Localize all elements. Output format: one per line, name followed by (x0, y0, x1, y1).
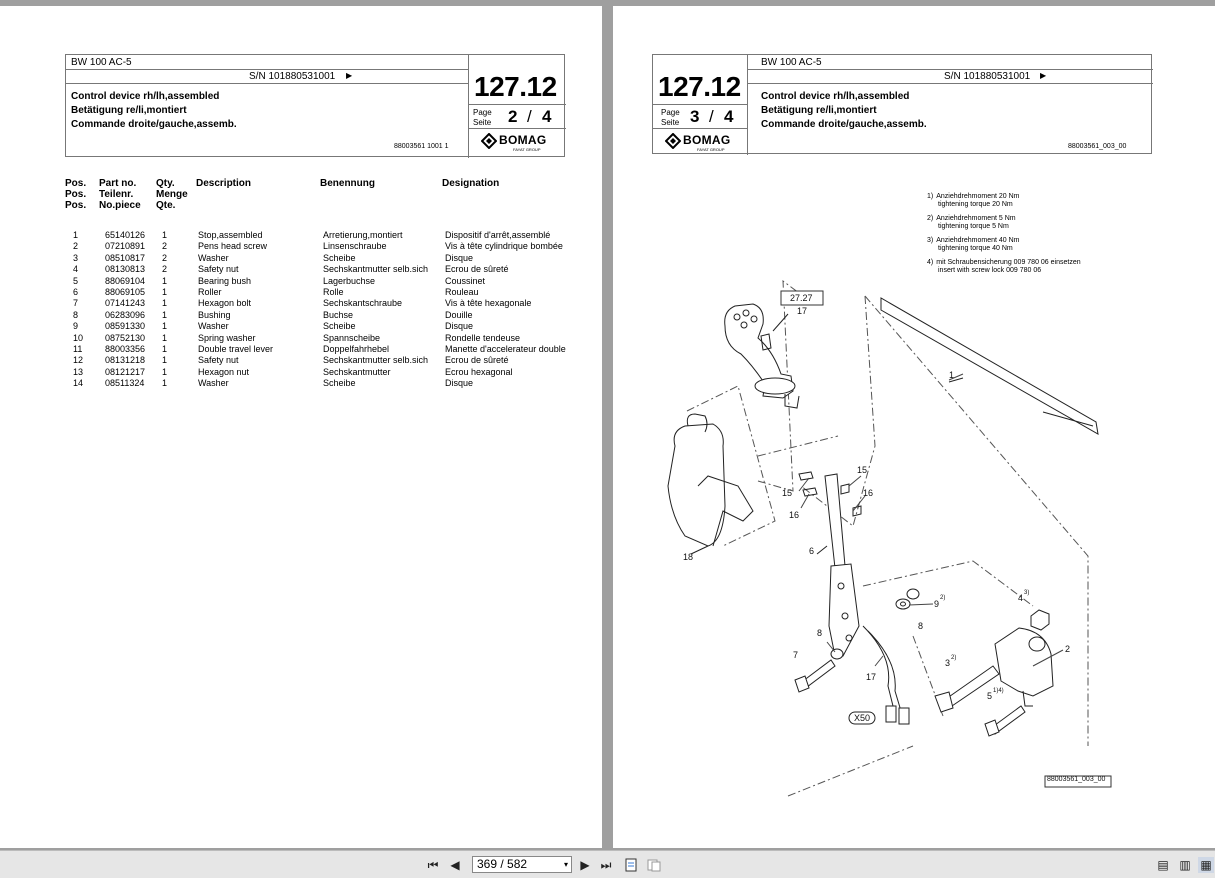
note-line-de: Anziehdrehmoment 20 Nm (936, 193, 1020, 200)
row-benennung: Arretierung,montiert (323, 230, 403, 240)
row-pos: 1 (73, 230, 79, 240)
row-qty: 1 (162, 355, 168, 366)
callout-6: 6 (809, 546, 815, 556)
callout-16-left: 16 (789, 510, 800, 520)
col-header-pos: Pos. Pos. Pos. (65, 178, 87, 211)
row-pos: 4 (73, 264, 79, 275)
row-benennung: Linsenschraube (323, 241, 387, 252)
row-description: Bearing bush (198, 275, 252, 286)
row-benennung: Lagerbuchse (323, 275, 376, 286)
row-part-number: 08130813 (105, 264, 146, 275)
row-benennung: Scheibe (323, 321, 356, 332)
row-designation: Vis à tête hexagonale (445, 298, 532, 309)
row-designation: Manette d'accelerateur double (445, 344, 566, 354)
row-part-number: 88069105 (105, 287, 146, 297)
row-benennung: Sechskantmutter selb.sich (323, 264, 429, 275)
page-number-select[interactable] (472, 856, 572, 873)
row-description: Hexagon bolt (198, 298, 252, 309)
bomag-diamond-icon (665, 133, 681, 149)
group-number: 127.12 (474, 71, 557, 102)
note-line-en: tightening torque 20 Nm (938, 201, 1013, 208)
row-part-number: 08511324 (105, 378, 145, 389)
callout-8-left: 8 (817, 628, 823, 638)
row-benennung: Sechskantschraube (323, 298, 403, 309)
row-qty: 2 (162, 241, 168, 252)
row-designation: Vis à tête cylindrique bombée (445, 241, 563, 252)
callout-18: 18 (683, 552, 694, 562)
note-line-en: tightening torque 40 Nm (938, 245, 1013, 252)
row-benennung: Doppelfahrhebel (323, 344, 390, 354)
callout-9: 9 (934, 599, 940, 609)
row-pos: 14 (73, 378, 84, 389)
callout-16-right: 16 (863, 488, 874, 498)
note-number: 3) (927, 237, 934, 244)
row-qty: 1 (162, 275, 168, 286)
seite-label: Seite (473, 118, 492, 127)
left-title-block: BW 100 AC-5 S/N 101880531001 ▶ Control device rh/lh,assembled Betätigung re/li,montiert Commande droite/gauche,assemb. 88003561 1001 1 127.12 Page Seite 2 / 4 BOMAG FAYAT GROUP (65, 54, 565, 157)
col-header-part: Part no. Teilenr. No.piece (99, 178, 141, 211)
page-total: 4 (542, 107, 552, 126)
note-number: 1) (927, 193, 934, 200)
drawing-id: 88003561_003_00 (1047, 776, 1106, 783)
row-pos: 12 (73, 355, 84, 366)
col-header-designation: Designation (442, 178, 500, 189)
row-pos: 3 (73, 252, 79, 263)
title-en: Control device rh/lh,assembled (71, 91, 220, 102)
row-designation: Ecrou de sûreté (445, 355, 509, 366)
col-header-qty: Qty. Menge Qte. (156, 178, 188, 211)
row-designation: Douille (445, 309, 473, 320)
title-fr: Commande droite/gauche,assemb. (761, 119, 927, 130)
row-pos: 6 (73, 287, 79, 297)
seite-label: Seite (661, 118, 680, 127)
group-number: 127.12 (658, 71, 741, 102)
note-number: 4) (927, 259, 934, 266)
row-qty: 1 (162, 230, 168, 240)
row-description: Double travel lever (198, 344, 274, 354)
row-designation: Disque (445, 321, 474, 332)
title-en: Control device rh/lh,assembled (761, 91, 910, 102)
row-qty: 1 (162, 344, 168, 354)
row-pos: 10 (73, 332, 84, 343)
row-description: Hexagon nut (198, 366, 250, 377)
note-line-en: tightening torque 5 Nm (938, 223, 1009, 230)
page-total: 4 (724, 107, 734, 126)
row-pos: 13 (73, 366, 84, 377)
note-number: 2) (927, 215, 934, 222)
doc-reference: 88003561 1001 1 (394, 143, 449, 150)
row-designation: Disque (445, 378, 474, 389)
title-fr: Commande droite/gauche,assemb. (71, 119, 237, 130)
callout-17-top: 17 (797, 306, 808, 316)
row-part-number: 08131218 (105, 355, 146, 366)
fit-width-icon[interactable] (646, 857, 662, 873)
callout-3-sup: 2) (951, 655, 957, 661)
col-header-benennung: Benennung (320, 178, 375, 189)
callout-4-sup: 3) (1024, 590, 1030, 596)
row-pos: 2 (73, 241, 79, 252)
serial-number: S/N 101880531001 (249, 71, 336, 82)
page-separator: / (527, 107, 532, 126)
last-page-button[interactable]: ⏭ (600, 858, 612, 872)
row-description: Safety nut (198, 264, 239, 275)
page-label: Page (661, 108, 680, 117)
row-benennung: Sechskantmutter selb.sich (323, 355, 429, 366)
callout-5-sup: 1)4) (993, 688, 1004, 694)
row-designation: Ecrou de sûreté (445, 264, 509, 275)
row-designation: Ecrou hexagonal (445, 366, 513, 377)
first-page-button[interactable]: ⏮ (427, 858, 439, 872)
callout-8-right: 8 (918, 621, 924, 631)
row-designation: Rouleau (445, 287, 479, 297)
single-page-view-icon[interactable]: ▤ (1157, 858, 1169, 872)
row-designation: Disque (445, 252, 474, 263)
note-line-en: insert with screw lock 009 780 06 (938, 267, 1042, 274)
callout-15-left: 15 (782, 488, 793, 498)
row-qty: 1 (162, 298, 168, 309)
viewer-toolbar (0, 850, 1215, 878)
col-header-description: Description (196, 178, 252, 189)
row-designation: Rondelle tendeuse (445, 332, 521, 343)
row-benennung: Sechskantmutter (323, 366, 391, 377)
title-de: Betätigung re/li,montiert (71, 105, 187, 116)
row-part-number: 08591330 (105, 321, 146, 332)
note-line-de: Anziehdrehmoment 5 Nm (936, 215, 1016, 222)
row-qty: 1 (162, 321, 168, 332)
serial-arrow-icon: ▶ (1040, 71, 1047, 80)
row-qty: 2 (162, 252, 168, 263)
next-page-button[interactable]: ▶ (580, 858, 590, 872)
row-benennung: Buchse (323, 309, 354, 320)
page-number: 2 (508, 107, 518, 126)
row-qty: 1 (162, 287, 168, 297)
callout-2: 2 (1065, 644, 1071, 654)
row-pos: 5 (73, 275, 79, 286)
row-qty: 1 (162, 332, 168, 343)
right-document-page (613, 6, 1215, 848)
row-pos: 7 (73, 298, 79, 309)
page-separator: / (709, 107, 714, 126)
facing-view-icon[interactable]: ▦ (1198, 857, 1214, 873)
page-number: 3 (690, 107, 700, 126)
row-description: Pens head screw (198, 241, 268, 252)
row-part-number: 65140126 (105, 230, 146, 240)
page-label: Page (473, 108, 492, 117)
row-part-number: 06283096 (105, 309, 146, 320)
bomag-diamond-icon (481, 133, 497, 149)
row-description: Safety nut (198, 355, 239, 366)
row-part-number: 08510817 (105, 252, 146, 263)
row-description: Roller (198, 287, 222, 297)
row-description: Washer (198, 378, 229, 389)
row-pos: 11 (73, 344, 83, 354)
callout-7: 7 (793, 650, 799, 660)
fit-page-icon[interactable] (623, 857, 639, 873)
callout-5: 5 (987, 691, 993, 701)
callout-1: 1 (949, 370, 955, 380)
row-designation: Coussinet (445, 275, 486, 286)
row-benennung: Spannscheibe (323, 332, 381, 343)
chevron-down-icon: ▾ (563, 860, 568, 869)
model-label: BW 100 AC-5 (761, 57, 822, 68)
row-part-number: 88069104 (105, 275, 146, 286)
row-qty: 1 (162, 366, 168, 377)
callout-9-sup: 2) (940, 595, 946, 601)
row-pos: 8 (73, 309, 79, 320)
row-benennung: Scheibe (323, 252, 356, 263)
row-description: Stop,assembled (198, 230, 263, 240)
serial-number: S/N 101880531001 (944, 71, 1031, 82)
page-number-value: 369 / 582 (477, 857, 528, 871)
row-description: Spring washer (198, 332, 256, 343)
left-document-page (0, 6, 602, 848)
row-description: Bushing (198, 309, 231, 320)
row-description: Washer (198, 321, 229, 332)
callout-ref-27-27: 27.27 (790, 293, 813, 303)
callout-4: 4 (1018, 593, 1024, 603)
model-label: BW 100 AC-5 (71, 57, 132, 68)
title-de: Betätigung re/li,montiert (761, 105, 877, 116)
callout-x50: X50 (854, 713, 871, 723)
row-benennung: Scheibe (323, 378, 356, 389)
row-designation: Dispositif d'arrêt,assemblé (445, 230, 551, 240)
row-benennung: Rolle (323, 287, 344, 297)
row-pos: 9 (73, 321, 79, 332)
row-part-number: 07210891 (105, 241, 146, 252)
callout-15-right: 15 (857, 465, 868, 475)
row-part-number: 07141243 (105, 298, 146, 309)
row-qty: 1 (162, 309, 168, 320)
continuous-view-icon[interactable]: ▥ (1179, 858, 1191, 872)
callout-17-bottom: 17 (866, 672, 877, 682)
callout-3: 3 (945, 658, 951, 668)
drawing-callouts (613, 186, 1215, 826)
row-part-number: 08121217 (105, 366, 146, 377)
previous-page-button[interactable]: ◀ (450, 858, 460, 872)
right-title-block: BW 100 AC-5 S/N 101880531001 ▶ 127.12 Page Seite 3 / 4 BOMAG FAYAT GROUP Control device rh/lh,assembled Betätigung re/li,montiert Commande droite/gauche,assemb. 88003561_003_00 (652, 54, 1152, 154)
row-qty: 2 (162, 264, 168, 275)
row-qty: 1 (162, 378, 168, 389)
row-part-number: 08752130 (105, 332, 146, 343)
doc-reference: 88003561_003_00 (1068, 143, 1127, 150)
row-part-number: 88003356 (105, 344, 146, 354)
row-description: Washer (198, 252, 229, 263)
note-line-de: Anziehdrehmoment 40 Nm (936, 237, 1020, 244)
serial-arrow-icon: ▶ (346, 71, 353, 80)
note-line-de: mit Schraubensicherung 009 780 06 einsetzen (936, 259, 1081, 266)
